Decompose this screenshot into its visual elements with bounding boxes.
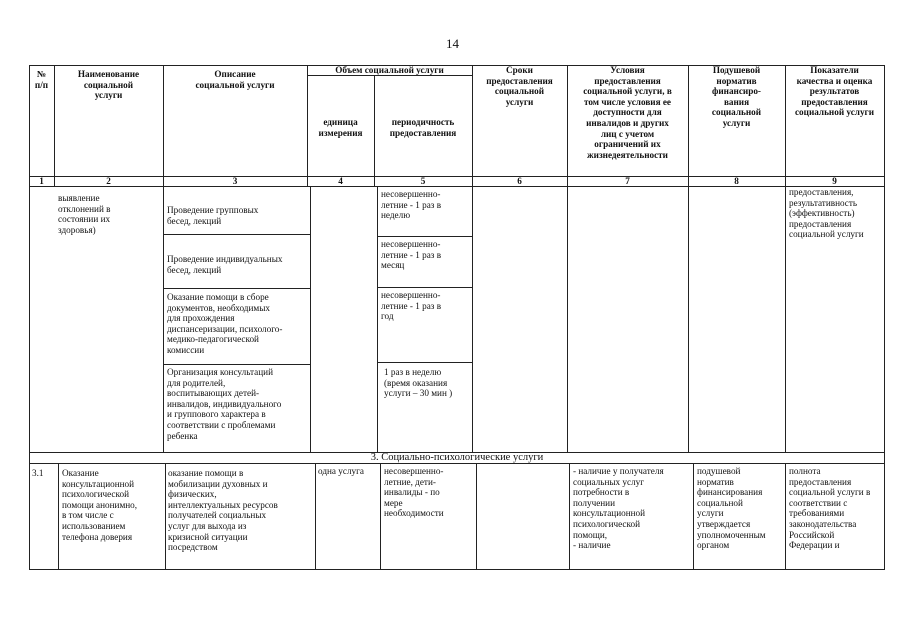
col-divider (310, 186, 311, 453)
header-col3: Описание социальной услуги (195, 69, 275, 90)
colnum: 5 (420, 176, 426, 186)
section-bottom-border (29, 463, 885, 464)
activity-periodicity: 1 раз в неделю (время оказания услуги – 30 мин ) (384, 367, 453, 399)
activity-description: Проведение групповых бесед, лекций (167, 205, 259, 226)
header-col1: № п/п (34, 69, 49, 90)
row-divider (163, 234, 310, 235)
col-divider (165, 463, 166, 569)
colnum: 8 (734, 176, 739, 186)
header-col6: Сроки предоставления социальной услуги (486, 65, 553, 107)
colnum: 4 (338, 176, 343, 186)
service-periodicity: несовершенно- летние, дети- инвалиды - по мере необходимости (384, 466, 444, 519)
continued-service-name: выявление отклонений в состоянии их здоровья) (58, 193, 111, 235)
col-divider (785, 463, 786, 569)
header-volume: Объем социальной услуги (335, 65, 444, 75)
activity-periodicity: несовершенно- летние - 1 раз в неделю (381, 189, 442, 221)
col-divider (476, 463, 477, 569)
col-divider (315, 463, 316, 569)
header-col2: Наименование социальной услуги (77, 69, 140, 101)
colnum: 3 (232, 176, 238, 186)
activity-periodicity: несовершенно- летние - 1 раз в год (381, 290, 442, 322)
service-name: Оказание консультационной психологической помощи анонимно, в том числе с использованием телефона доверия (62, 468, 138, 542)
row-divider (377, 236, 473, 237)
col-divider (380, 463, 381, 569)
unit-of-measure: одна услуга (318, 466, 364, 476)
section-heading: 3. Социально-психологические услуги (370, 452, 544, 463)
header-col8: Подушевой норматив финансиро- вания социальной услуги (711, 65, 762, 128)
col-divider (163, 65, 164, 453)
row-divider (377, 287, 473, 288)
col-divider (569, 463, 570, 569)
col-divider (58, 463, 59, 569)
header-col7: Условия предоставления социальной услуги, в том числе условия ее доступности для инвалидов и других лиц с учетом ограничений их жизнедеятельности (583, 65, 672, 160)
colnum: 1 (39, 176, 44, 186)
colnum: 7 (625, 176, 630, 186)
continued-indicators: предоставления, результативность (эффективность) предоставления социальной услуги (789, 187, 864, 240)
activity-description: Проведение индивидуальных бесед, лекций (167, 254, 283, 275)
financing-norm: подушевой норматив финансирования социальной услуги утверждается уполномоченным органом (697, 466, 766, 551)
header-col9: Показатели качества и оценка результатов предоставления социальной услуги (794, 65, 875, 118)
row-divider (163, 364, 310, 365)
header-col5: периодичность предоставления (389, 117, 457, 138)
activity-description: Оказание помощи в сборе документов, необходимых для прохождения диспансеризации, психолого- медико-педагогической комиссии (167, 292, 283, 355)
header-col4: единица измерения (318, 117, 363, 138)
col-divider (693, 463, 694, 569)
activity-periodicity: несовершенно- летние - 1 раз в месяц (381, 239, 442, 271)
col-divider (472, 65, 473, 453)
row-divider (163, 288, 310, 289)
colnum: 2 (106, 176, 111, 186)
col-divider (377, 186, 378, 453)
page-number: 14 (446, 36, 459, 51)
table-bottom-border (29, 569, 885, 570)
row-number: 3.1 (32, 468, 44, 478)
colnum: 6 (517, 176, 522, 186)
activity-description: Организация консультаций для родителей, воспитывающих детей- инвалидов, индивидуального и группового характера в соответствии с проблемами ребенка (167, 367, 282, 441)
colnum: 9 (832, 176, 837, 186)
row-divider (377, 362, 473, 363)
col-divider (785, 65, 786, 453)
table-left-border (29, 65, 30, 569)
service-description: оказание помощи в мобилизации духовных и физических, интеллектуальных ресурсов получателей социальных услуг для выхода из кризисной ситуации посредством (168, 468, 278, 553)
service-conditions: - наличие у получателя социальных услуг потребности в получении консультационной психологической помощи, - наличие (573, 466, 664, 551)
quality-indicators: полнота предоставления социальной услуги в соответствии с требованиями законодательства Российской Федерации и (789, 466, 871, 551)
